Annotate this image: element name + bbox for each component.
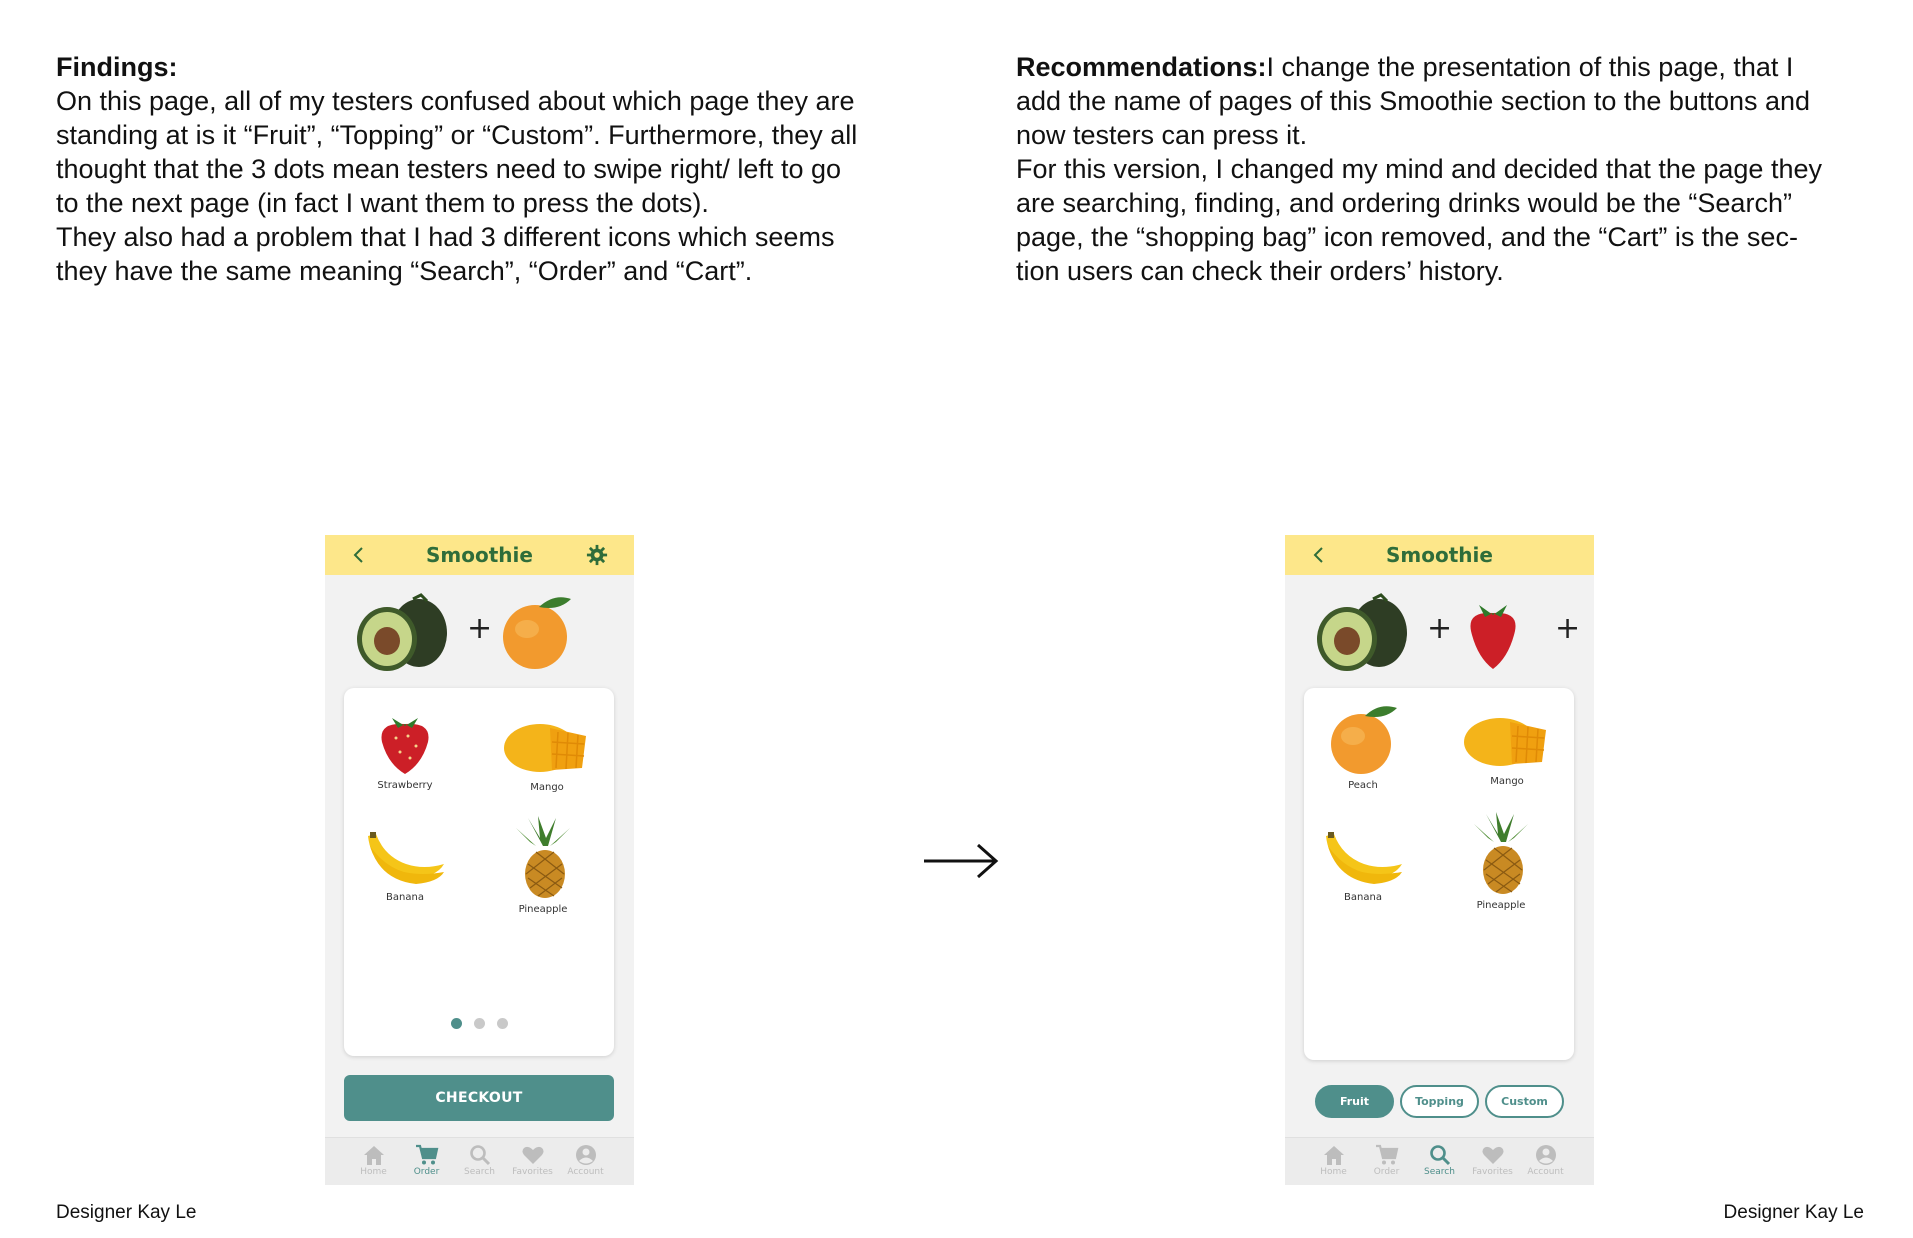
fruit-item-banana[interactable] <box>1308 828 1418 903</box>
fruit-label: Pineapple <box>518 904 568 915</box>
pineapple-image <box>1466 812 1536 896</box>
selected-ingredients <box>351 593 614 673</box>
fruit-item-peach[interactable] <box>1308 702 1418 791</box>
tab-label: Account <box>1527 1167 1564 1177</box>
page-title: Smoothie <box>426 543 533 567</box>
banana-image <box>362 828 448 888</box>
fruit-label: Strawberry <box>377 780 433 791</box>
fruit-selection-card <box>344 688 614 1056</box>
recommendations-section <box>1016 50 1876 288</box>
gear-icon[interactable] <box>586 544 608 566</box>
plus-icon: + <box>1427 611 1453 646</box>
tab-home[interactable] <box>347 1138 400 1185</box>
fruit-item-mango[interactable] <box>492 716 602 793</box>
recommendations-line: page, the “shopping bag” icon removed, and the “Cart” is the sec- <box>1016 222 1798 252</box>
tab-label: Account <box>567 1167 604 1177</box>
strawberry-image <box>370 708 440 776</box>
findings-line: standing at is it “Fruit”, “Topping” or “Custom”. Furthermore, they all <box>56 120 858 150</box>
tab-label: Home <box>360 1167 387 1177</box>
fruit-label: Banana <box>1344 892 1382 903</box>
designer-credit: Designer Kay Le <box>1723 1202 1864 1223</box>
avocado-image <box>351 593 451 673</box>
fruit-label: Banana <box>386 892 424 903</box>
fruit-item-pineapple[interactable] <box>1446 812 1556 911</box>
tab-label: Favorites <box>512 1167 553 1177</box>
fruit-label: Peach <box>1348 780 1378 791</box>
peach-image <box>499 593 579 673</box>
fruit-label: Pineapple <box>1476 900 1526 911</box>
fruit-item-strawberry[interactable] <box>350 708 460 791</box>
top-bar <box>1285 535 1594 575</box>
avocado-image <box>1311 593 1411 673</box>
recommendations-line: tion users can check their orders’ history. <box>1016 256 1504 286</box>
tab-search[interactable] <box>1413 1138 1466 1185</box>
tab-label: Search <box>1424 1167 1455 1177</box>
phone-mockup-after <box>1285 535 1594 1185</box>
pagination-dot[interactable] <box>474 1018 485 1029</box>
recommendations-heading: Recommendations: <box>1016 52 1267 82</box>
pill-topping[interactable]: Topping <box>1400 1085 1479 1118</box>
pagination-dots <box>344 1016 614 1034</box>
heart-icon <box>1481 1144 1505 1166</box>
pagination-dot[interactable] <box>451 1018 462 1029</box>
tab-order[interactable] <box>400 1138 453 1185</box>
selected-ingredients <box>1311 593 1581 673</box>
tab-favorites[interactable] <box>506 1138 559 1185</box>
strawberry-image <box>1463 597 1523 671</box>
recommendations-line: For this version, I changed my mind and decided that the page they <box>1016 154 1822 184</box>
bottom-tab-bar <box>325 1137 634 1185</box>
bottom-tab-bar <box>1285 1137 1594 1185</box>
tab-label: Favorites <box>1472 1167 1513 1177</box>
mango-image <box>1462 710 1552 772</box>
pineapple-image <box>508 816 578 900</box>
tab-home[interactable] <box>1307 1138 1360 1185</box>
findings-line: On this page, all of my testers confused about which page they are <box>56 86 855 116</box>
fruit-label: Mango <box>1490 776 1524 787</box>
pagination-dot[interactable] <box>497 1018 508 1029</box>
search-icon <box>468 1144 492 1166</box>
phone-mockup-before <box>325 535 634 1185</box>
tab-search[interactable] <box>453 1138 506 1185</box>
tab-order[interactable] <box>1360 1138 1413 1185</box>
cart-icon <box>1375 1144 1399 1166</box>
findings-section <box>56 50 916 288</box>
home-icon <box>1322 1144 1346 1166</box>
page-title: Smoothie <box>1386 543 1493 567</box>
tab-label: Order <box>413 1167 440 1177</box>
findings-line: thought that the 3 dots mean testers need to swipe right/ left to go <box>56 154 841 184</box>
banana-image <box>1320 828 1406 888</box>
fruit-item-mango[interactable] <box>1452 710 1562 787</box>
tab-label: Home <box>1320 1167 1347 1177</box>
home-icon <box>362 1144 386 1166</box>
fruit-item-banana[interactable] <box>350 828 460 903</box>
account-icon <box>1534 1144 1558 1166</box>
tab-label: Search <box>464 1167 495 1177</box>
mango-image <box>502 716 592 778</box>
account-icon <box>574 1144 598 1166</box>
recommendations-line: are searching, finding, and ordering drinks would be the “Search” <box>1016 188 1792 218</box>
top-bar <box>325 535 634 575</box>
recommendations-line: now testers can press it. <box>1016 120 1308 150</box>
findings-line: they have the same meaning “Search”, “Order” and “Cart”. <box>56 256 753 286</box>
tab-account[interactable] <box>1519 1138 1572 1185</box>
recommendations-first-line <box>1016 50 1876 84</box>
fruit-selection-card <box>1304 688 1574 1060</box>
plus-icon: + <box>467 611 493 646</box>
plus-icon: + <box>1555 611 1581 646</box>
arrow-right-icon <box>922 836 1000 886</box>
peach-image <box>1323 702 1403 776</box>
findings-heading: Findings: <box>56 52 178 82</box>
recommendations-line: add the name of pages of this Smoothie section to the buttons and <box>1016 86 1811 116</box>
tab-favorites[interactable] <box>1466 1138 1519 1185</box>
checkout-button[interactable]: CHECKOUT <box>344 1075 614 1121</box>
tab-label: Order <box>1373 1167 1400 1177</box>
section-pills <box>1285 1085 1594 1118</box>
fruit-label: Mango <box>530 782 564 793</box>
cart-icon <box>415 1144 439 1166</box>
findings-line: They also had a problem that I had 3 different icons which seems <box>56 222 835 252</box>
fruit-item-pineapple[interactable] <box>488 816 598 915</box>
heart-icon <box>521 1144 545 1166</box>
pill-custom[interactable]: Custom <box>1485 1085 1564 1118</box>
recommendations-line: I change the presentation of this page, that I <box>1266 52 1794 82</box>
designer-credit: Designer Kay Le <box>56 1202 197 1223</box>
findings-line: to the next page (in fact I want them to press the dots). <box>56 188 709 218</box>
tab-account[interactable] <box>559 1138 612 1185</box>
pill-fruit[interactable]: Fruit <box>1315 1085 1394 1118</box>
search-icon <box>1428 1144 1452 1166</box>
